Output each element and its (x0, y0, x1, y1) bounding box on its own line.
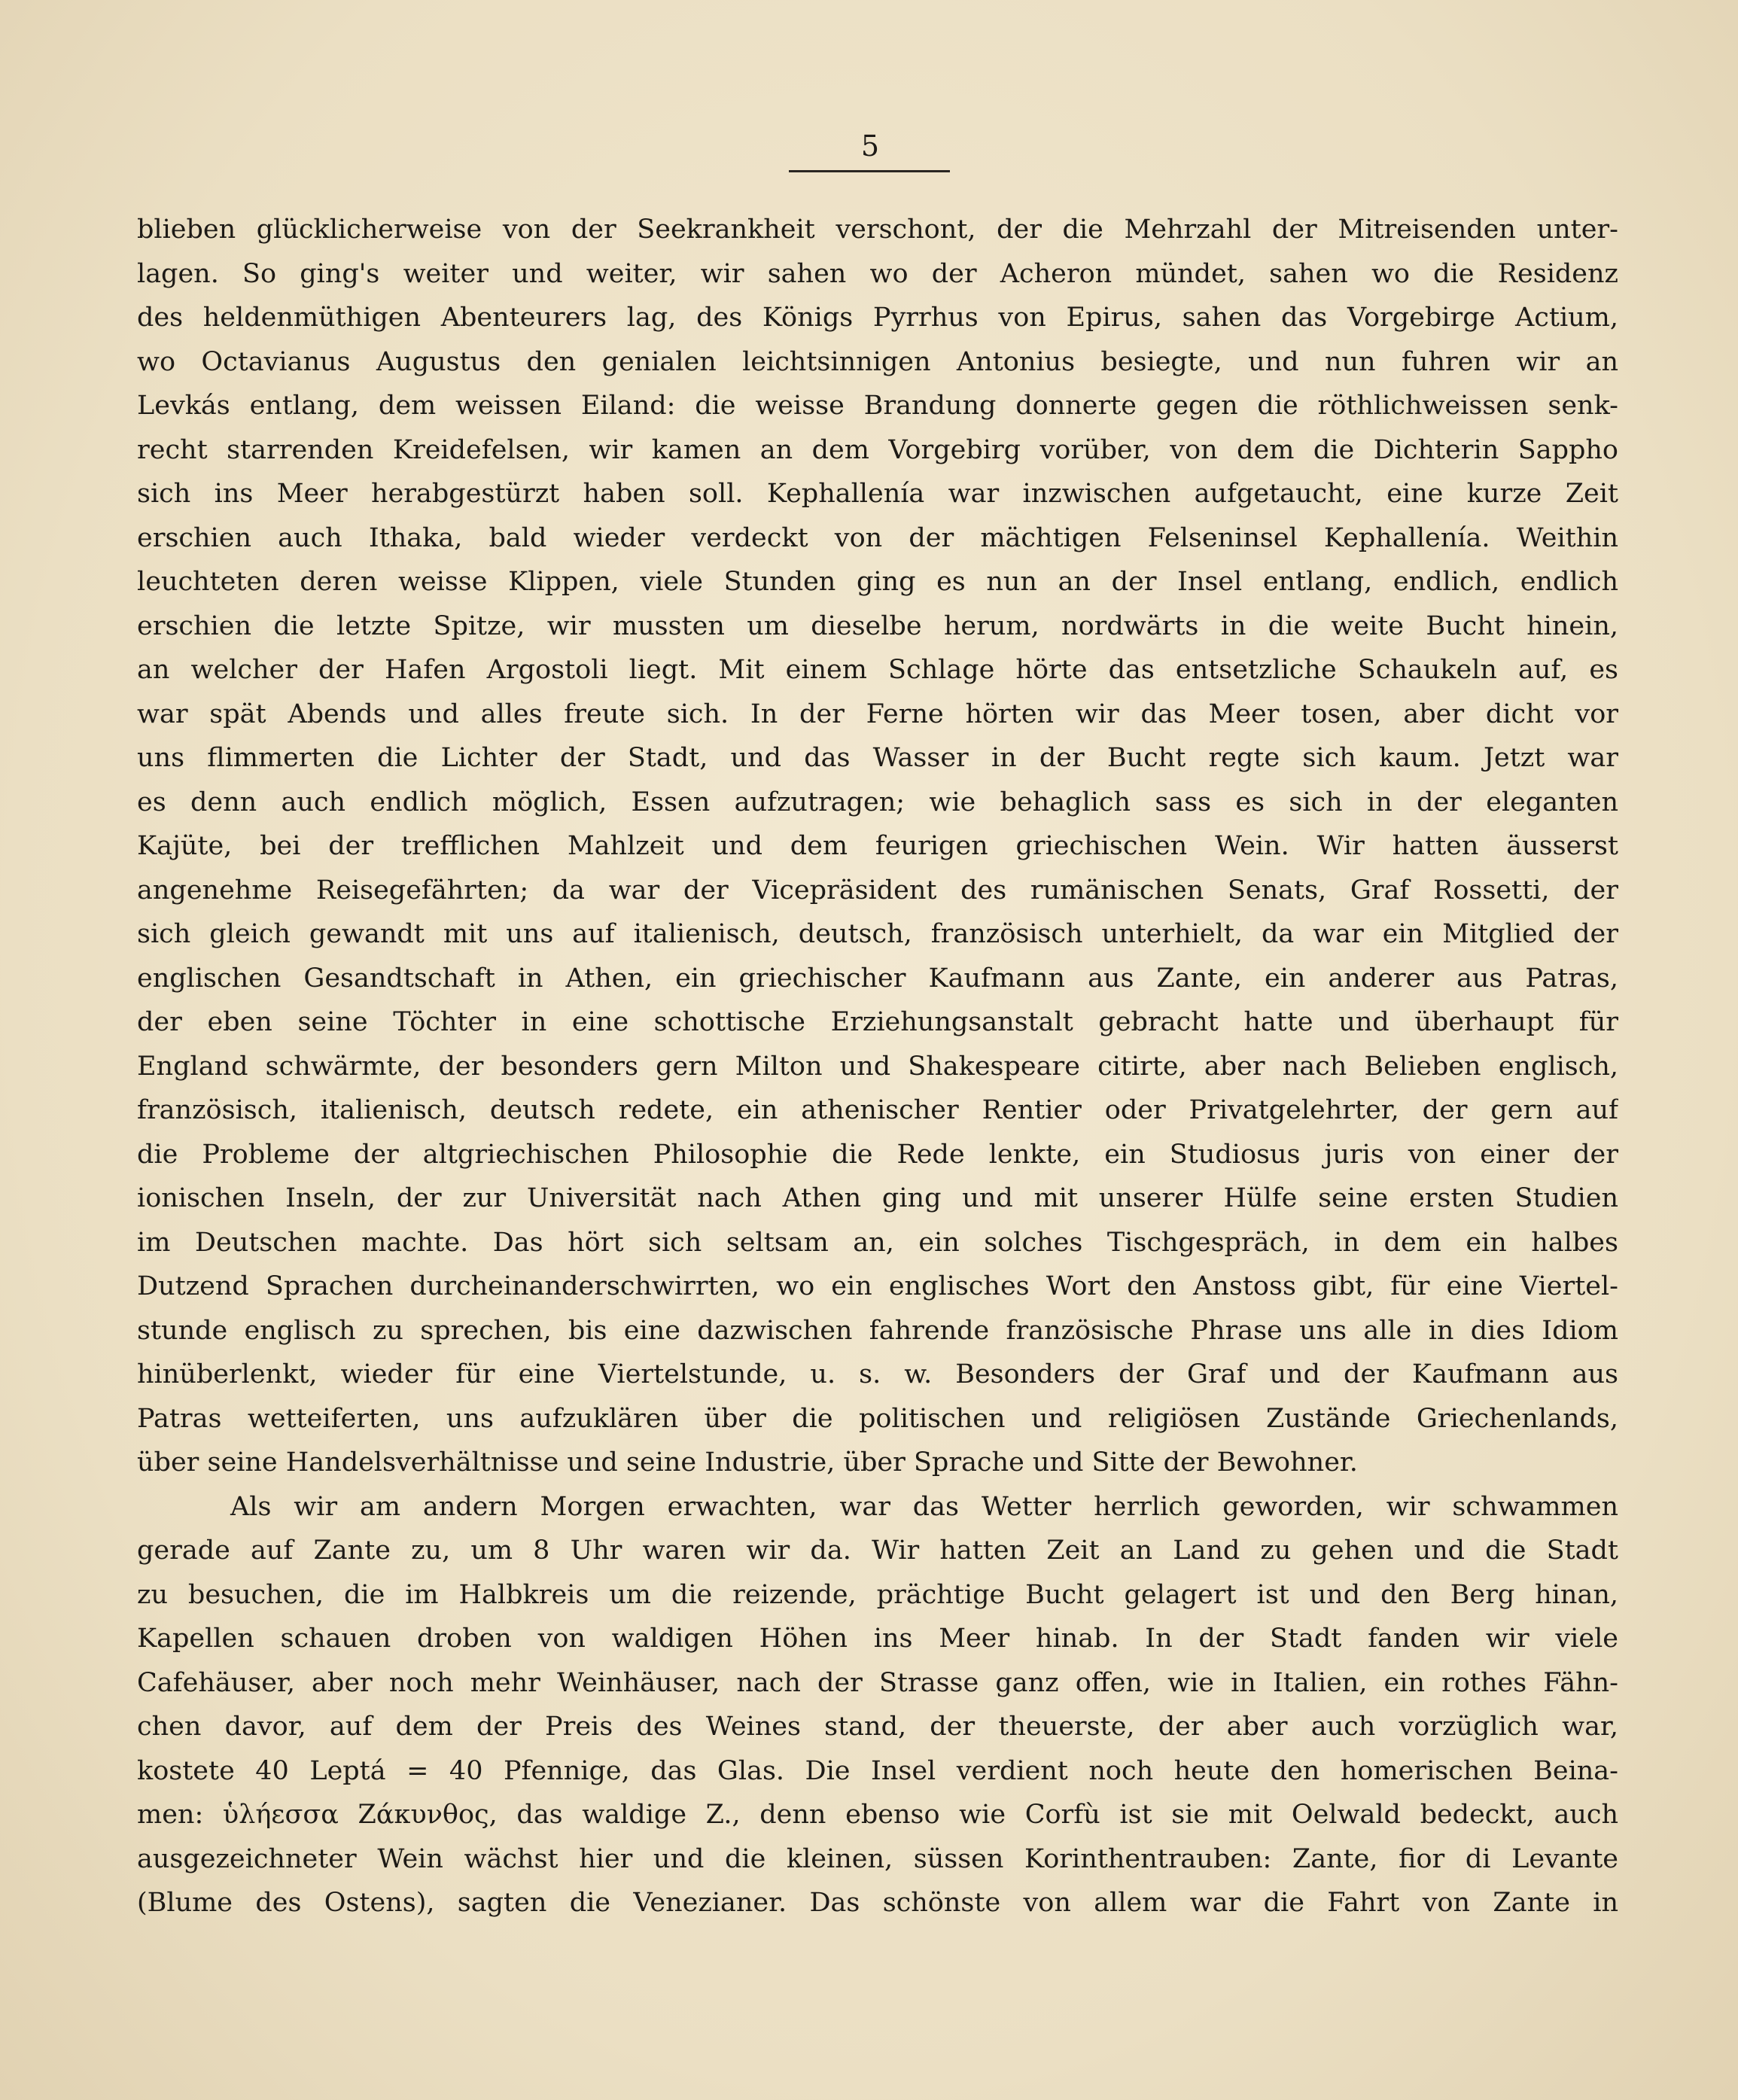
text-line: des heldenmüthigen Abenteurers lag, des Königs Pyrrhus von Epirus, sahen das Vorgebirge Actium, (137, 303, 1618, 333)
text-line: ionischen Inseln, der zur Universität nach Athen ging und mit unserer Hülfe seine ersten Studien (137, 1183, 1618, 1213)
text-line: sich gleich gewandt mit uns auf italienisch, deutsch, französisch unterhielt, da war ein Mitglied der (137, 919, 1618, 949)
text-line: wo Octavianus Augustus den genialen leichtsinnigen Antonius besiegte, und nun fuhren wir an (137, 346, 1618, 377)
text-line: Kapellen schauen droben von waldigen Höhen ins Meer hinab. In der Stadt fanden wir viele (137, 1624, 1618, 1654)
text-line: uns flimmerten die Lichter der Stadt, und das Wasser in der Bucht regte sich kaum. Jetzt war (137, 743, 1618, 773)
text-line: recht starrenden Kreidefelsen, wir kamen an dem Vorgebirg vorüber, von dem die Dichterin Sappho (137, 434, 1618, 465)
text-line: es denn auch endlich möglich, Essen aufzutragen; wie behaglich sass es sich in der eleganten (137, 787, 1618, 817)
text-line: gerade auf Zante zu, um 8 Uhr waren wir da. Wir hatten Zeit an Land zu gehen und die Stadt (137, 1535, 1618, 1566)
text-line: England schwärmte, der besonders gern Milton und Shakespeare citirte, aber nach Belieben englisch, (137, 1051, 1618, 1082)
text-line: an welcher der Hafen Argostoli liegt. Mit einem Schlage hörte das entsetzliche Schaukeln auf, es (137, 655, 1618, 685)
body-text (137, 208, 1618, 1925)
text-line: der eben seine Töchter in eine schottische Erziehungsanstalt gebracht hatte und überhaupt für (137, 1007, 1618, 1037)
text-line: englischen Gesandtschaft in Athen, ein griechischer Kaufmann aus Zante, ein anderer aus Patras, (137, 963, 1618, 994)
paragraph (137, 208, 1618, 1485)
text-line: angenehme Reisegefährten; da war der Vicepräsident des rumänischen Senats, Graf Rossetti, der (137, 875, 1618, 905)
text-line: Kajüte, bei der trefflichen Mahlzeit und dem feurigen griechischen Wein. Wir hatten äusserst (137, 831, 1618, 861)
text-line: zu besuchen, die im Halbkreis um die reizende, prächtige Bucht gelagert ist und den Berg hinan, (137, 1579, 1618, 1610)
text-line: Patras wetteiferten, uns aufzuklären über die politischen und religiösen Zustände Griechenlands, (137, 1403, 1618, 1434)
text-line: Als wir am andern Morgen erwachten, war das Wetter herrlich geworden, wir schwammen (230, 1491, 1618, 1522)
text-line: erschien die letzte Spitze, wir mussten um dieselbe herum, nordwärts in die weite Bucht hinein, (137, 610, 1618, 641)
text-line: men: ὑλήεσσα Ζάκυνθος, das waldige Z., denn ebenso wie Corfù ist sie mit Oelwald bedeckt, auch (137, 1800, 1618, 1830)
text-line: französisch, italienisch, deutsch redete, ein athenischer Rentier oder Privatgelehrter, der gern auf (137, 1095, 1618, 1125)
text-line: chen davor, auf dem der Preis des Weines stand, der theuerste, der aber auch vorzüglich war, (137, 1712, 1618, 1742)
header-rule (789, 170, 950, 172)
text-line: Levkás entlang, dem weissen Eiland: die weisse Brandung donnerte gegen die röthlichweissen senk- (137, 391, 1618, 421)
text-line: Dutzend Sprachen durcheinanderschwirrten, wo ein englisches Wort den Anstoss gibt, für eine Viertel- (137, 1271, 1618, 1301)
text-line: ausgezeichneter Wein wächst hier und die kleinen, süssen Korinthentrauben: Zante, fior di Levante (137, 1843, 1618, 1874)
text-line: kostete 40 Leptá = 40 Pfennige, das Glas. Die Insel verdient noch heute den homerischen Beina- (137, 1755, 1618, 1786)
text-line: die Probleme der altgriechischen Philosophie die Rede lenkte, ein Studiosus juris von einer der (137, 1139, 1618, 1170)
text-line: erschien auch Ithaka, bald wieder verdeckt von der mächtigen Felseninsel Kephallenía. Weithin (137, 522, 1618, 553)
text-line: blieben glücklicherweise von der Seekrankheit verschont, der die Mehrzahl der Mitreisenden unter- (137, 215, 1618, 245)
text-line: Cafehäuser, aber noch mehr Weinhäuser, nach der Strasse ganz offen, wie in Italien, ein rothes Fähn- (137, 1667, 1618, 1698)
text-line: im Deutschen machte. Das hört sich seltsam an, ein solches Tischgespräch, in dem ein halbes (137, 1227, 1618, 1258)
text-line: (Blume des Ostens), sagten die Venezianer. Das schönste von allem war die Fahrt von Zante in (137, 1888, 1618, 1918)
text-line: hinüberlenkt, wieder für eine Viertelstunde, u. s. w. Besonders der Graf und der Kaufmann aus (137, 1359, 1618, 1389)
text-line: über seine Handelsverhältnisse und seine Industrie, über Sprache und Sitte der Bewohner. (137, 1447, 1358, 1478)
text-line: war spät Abends und alles freute sich. In der Ferne hörten wir das Meer tosen, aber dicht vor (137, 698, 1618, 729)
text-line: lagen. So ging's weiter und weiter, wir sahen wo der Acheron mündet, sahen wo die Residenz (137, 258, 1618, 289)
text-line: sich ins Meer herabgestürzt haben soll. Kephallenía war inzwischen aufgetaucht, eine kurze Zeit (137, 479, 1618, 509)
text-line: leuchteten deren weisse Klippen, viele Stunden ging es nun an der Insel entlang, endlich, endlich (137, 567, 1618, 597)
paragraph (137, 1485, 1618, 1925)
page-number: 5 (860, 129, 880, 163)
text-line: stunde englisch zu sprechen, bis eine dazwischen fahrende französische Phrase uns alle in dies Idiom (137, 1315, 1618, 1346)
